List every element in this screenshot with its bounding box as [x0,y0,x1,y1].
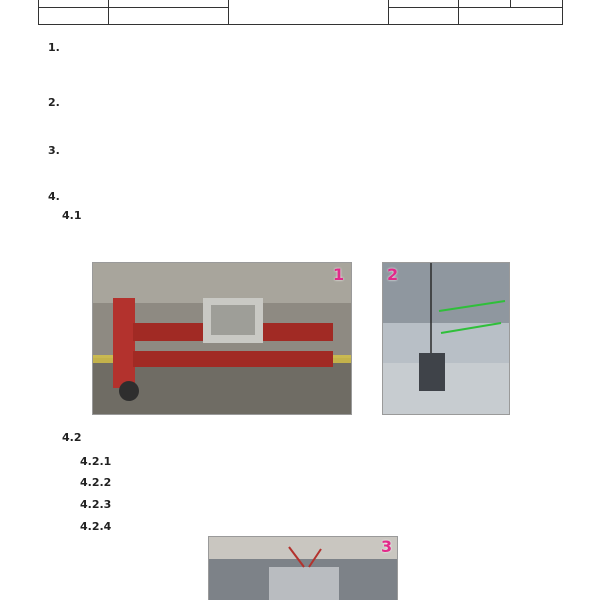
section-1-heading [48,38,60,57]
section-number: 4. [48,190,60,203]
mold-lifting-image [383,263,510,415]
step-4-2-4-line [80,517,133,536]
photo-1-pallet-truck [92,262,352,415]
section-number: 3. [48,144,60,157]
approve-date-value [109,7,229,24]
header-row-top [39,0,563,7]
step-number: 4.2.1 [80,455,112,468]
header-cell [511,0,563,7]
document-control-table [38,0,563,25]
step-4-2-1-line [80,452,111,471]
step-4-1-line-1 [62,206,82,225]
section-2-heading [48,93,67,112]
section-number: 1. [48,41,60,54]
step-4-2-2-line [80,473,111,492]
step-number: 4.2 [62,431,82,444]
photo-3-mold-hooks [208,536,398,600]
approve-date-label [39,7,109,24]
step-4-2-3-line [80,495,111,514]
section-number: 2. [48,96,60,109]
pallet-truck-image [93,263,352,415]
step-number: 4.2.2 [80,476,112,489]
photo-1-number: 1 [333,265,345,284]
header-cell [389,0,459,7]
header-cell [109,0,229,7]
photo-3-number: 3 [381,537,393,556]
step-number: 4.1 [62,209,82,222]
standardize-date-label [389,7,459,24]
step-number: 4.2.4 [80,520,112,533]
photo-2-number: 2 [387,265,399,284]
header-cell [459,0,511,7]
photo-2-mold-lifting [382,262,510,415]
document-title [229,0,389,24]
step-number: 4.2.3 [80,498,112,511]
section-4-heading [48,187,67,206]
mold-hooks-image [209,537,398,600]
header-cell [39,0,109,7]
standardize-date-value [459,7,563,24]
section-3-heading [48,141,67,160]
step-4-2-line [62,428,82,447]
